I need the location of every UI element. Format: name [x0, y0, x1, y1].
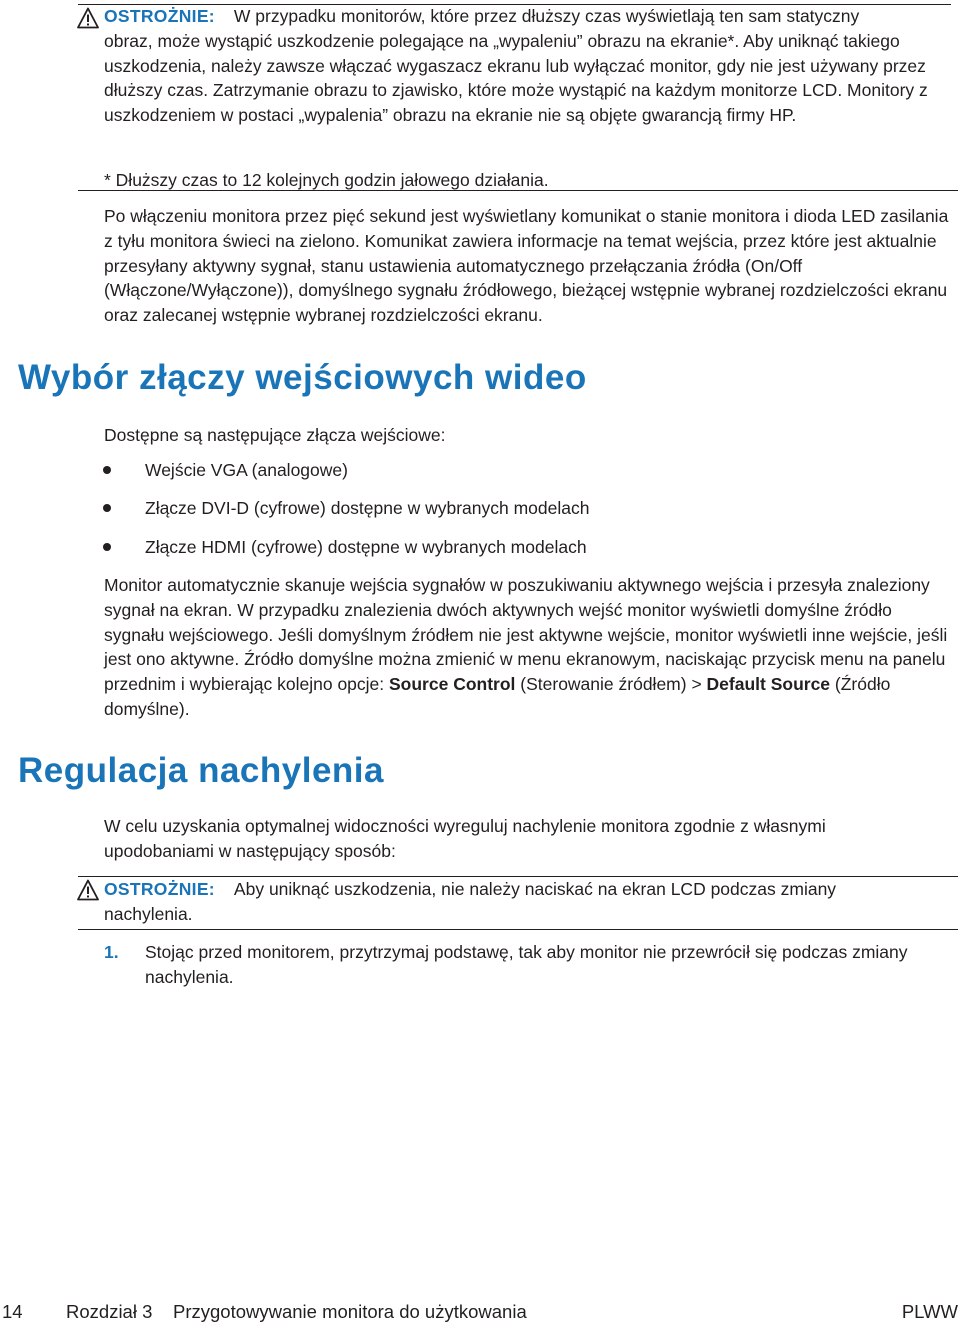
- bullet-dot: [103, 543, 111, 551]
- status-paragraph: Po włączeniu monitora przez pięć sekund jest wyświetlany komunikat o stanie monitora i dioda LED zasilania z tyłu monitora świeci na zielono. Komunikat zawiera informacje na temat wejścia, przez które jest aktualnie przesyłany aktywny sygnał, stanu ustawienia automatycznego przełączania źródła (On/Off (Włączone/Wyłączone)), domyślnego sygnału źródłowego, bieżącej wstępnie wybranej rozdzielczości ekranu oraz zalecanej wstępnie wybranej rozdzielczości ekranu.: [104, 206, 949, 326]
- caution-first-line: W przypadku monitorów, które przez dłuższy czas wyświetlają ten sam statyczny: [233, 6, 860, 26]
- inputs-paragraph-end: (Źródło domyślne).: [104, 674, 891, 719]
- warning-triangle-icon: [77, 879, 99, 901]
- bullet-dot: [103, 466, 111, 474]
- chapter-label: Rozdział 3: [66, 1301, 153, 1322]
- caution-first-line: Aby uniknąć uszkodzenia, nie należy naciskać na ekran LCD podczas zmiany: [233, 879, 837, 899]
- section-heading-inputs: Wybór złączy wejściowych wideo: [18, 358, 587, 397]
- list-item: Wejście VGA (analogowe): [145, 460, 348, 480]
- caution2-bottom-rule: [78, 929, 958, 930]
- tilt-intro: W celu uzyskania optymalnej widoczności wyreguluj nachylenie monitora zgodnie z własnymi upodobaniami w następujący sposób:: [104, 816, 826, 861]
- caution-block-tilt: [104, 877, 954, 927]
- caution-label: OSTROŻNIE:: [104, 6, 215, 26]
- warning-triangle-icon: [77, 7, 99, 29]
- step-number: 1.: [104, 942, 119, 962]
- list-item: Złącze DVI-D (cyfrowe) dostępne w wybranych modelach: [145, 498, 590, 518]
- section-heading-tilt: Regulacja nachylenia: [18, 751, 384, 790]
- inputs-intro: Dostępne są następujące złącza wejściowe:: [104, 425, 446, 445]
- step-text: Stojąc przed monitorem, przytrzymaj podstawę, tak aby monitor nie przewrócił się podczas zmiany nachylenia.: [145, 942, 908, 987]
- default-source-option: Default Source: [706, 674, 831, 695]
- language-code: PLWW: [901, 1301, 958, 1322]
- inputs-paragraph-mid: (Sterowanie źródłem) >: [515, 674, 707, 695]
- page-number: 14: [2, 1301, 23, 1322]
- caution-text: nachylenia.: [104, 903, 193, 924]
- chapter-title: Przygotowywanie monitora do użytkowania: [173, 1301, 527, 1322]
- inputs-paragraph-start: Monitor automatycznie skanuje wejścia sygnałów w poszukiwaniu aktywnego wejścia i przesyła znaleziony sygnał na ekran. W przypadku znalezienia dwóch aktywnych wejść monitor wyświetli domyślne źródło sygnału wejściowego. Jeśli domyślnym źródłem nie jest aktywne wejście, monitor wyświetli inne wejście, jeśli jest ono aktywne. Źródło domyślne można zmienić w menu ekranowym, naciskając przycisk menu na panelu przednim i wybierając kolejno opcje:: [104, 575, 948, 695]
- footnote: * Dłuższy czas to 12 kolejnych godzin jałowego działania.: [104, 170, 549, 190]
- caution-text: obraz, może wystąpić uszkodzenie polegające na „wypaleniu” obrazu na ekranie*. Aby uniknąć takiego uszkodzenia, należy zawsze włączać wygaszacz ekranu lub wyłączać monitor, gdy nie jest używany przez dłuższy czas. Zatrzymanie obrazu to zjawisko, które może wystąpić na każdym monitorze LCD. Monitory z uszkodzeniem w postaci „wypalenia” obrazu na ekranie nie są objęte gwarancją firmy HP.: [104, 30, 928, 126]
- source-control-option: Source Control: [389, 674, 516, 695]
- caution-label: OSTROŻNIE:: [104, 879, 215, 899]
- bullet-dot: [103, 504, 111, 512]
- caution-bottom-rule: [78, 190, 958, 191]
- inputs-paragraph: [104, 573, 950, 722]
- caution-block: [104, 4, 954, 128]
- list-item: Złącze HDMI (cyfrowe) dostępne w wybranych modelach: [145, 537, 587, 557]
